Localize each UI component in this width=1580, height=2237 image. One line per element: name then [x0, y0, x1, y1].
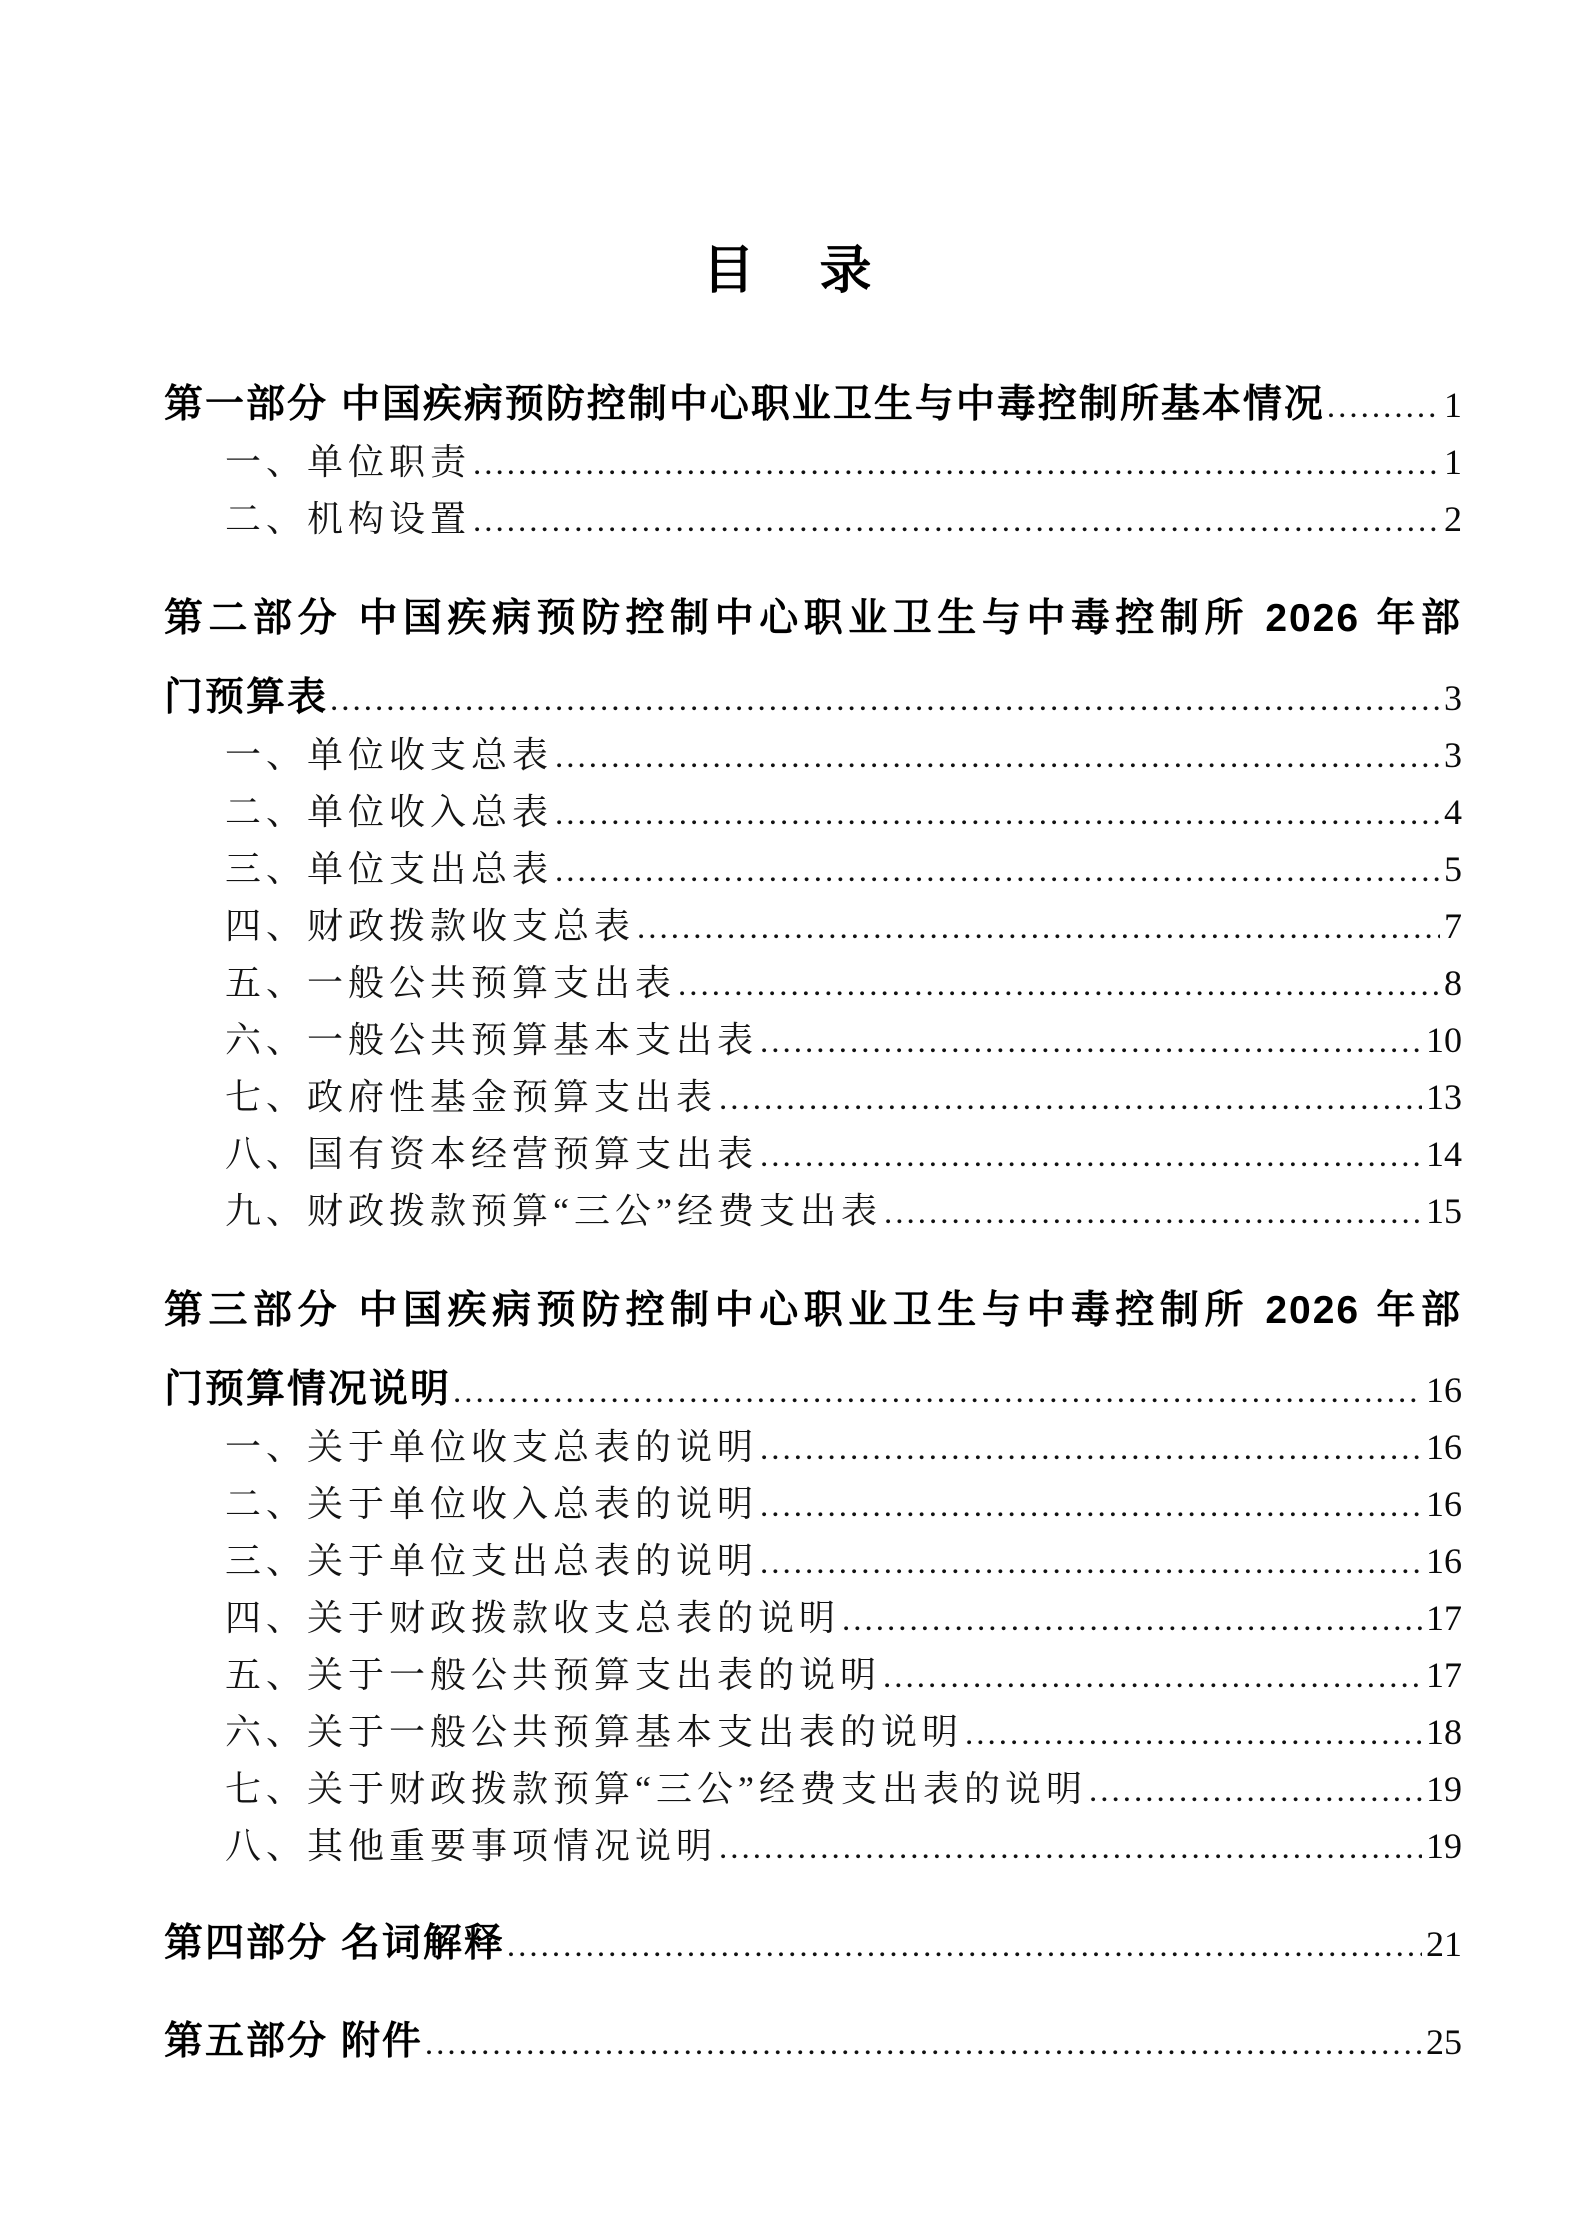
toc-entry-label: 二、单位收入总表: [225, 792, 554, 832]
dot-leader: [760, 1013, 1422, 1070]
toc-entry-label-line2: 门预算表: [164, 676, 329, 719]
toc-entry-label: 七、政府性基金预算支出表: [225, 1077, 718, 1117]
toc-item-entry: [164, 1705, 1462, 1762]
toc-entry-label: 二、机构设置: [225, 499, 472, 539]
toc-page-number: 19: [1426, 1769, 1462, 1809]
toc-entry-label: 五、关于一般公共预算支出表的说明: [225, 1655, 882, 1695]
dot-leader: [965, 1705, 1422, 1762]
toc-page-number: 10: [1426, 1020, 1462, 1060]
toc-entry-continuation: [164, 670, 1462, 728]
dot-leader: [884, 1184, 1422, 1241]
toc-page-number: 18: [1426, 1712, 1462, 1752]
toc-entry-label: 六、关于一般公共预算基本支出表的说明: [225, 1712, 964, 1752]
toc-entry-label-line1: 第二部分 中国疾病预防控制中心职业卫生与中毒控制所 2026 年部: [164, 597, 1462, 640]
toc-item-entry: [164, 1070, 1462, 1127]
toc-entry-label: 六、一般公共预算基本支出表: [225, 1020, 759, 1060]
toc-item-entry: [164, 1420, 1462, 1477]
dot-leader: [883, 1648, 1422, 1705]
dot-leader: [760, 1420, 1422, 1477]
toc-page-number: 17: [1426, 1598, 1462, 1638]
toc-entry-label: 一、单位收支总表: [225, 735, 554, 775]
dot-leader: [330, 670, 1440, 728]
toc-entry-label: 第五部分 附件: [164, 2020, 423, 2063]
dot-leader: [842, 1591, 1422, 1648]
toc-entry-label: 三、关于单位支出总表的说明: [225, 1541, 759, 1581]
toc-page-number: 17: [1426, 1655, 1462, 1695]
dot-leader: [1327, 377, 1440, 435]
toc-page-number: 1: [1444, 442, 1462, 482]
toc-page-number: 3: [1444, 735, 1462, 775]
toc-entry-label: 九、财政拨款预算“三公”经费支出表: [225, 1191, 882, 1231]
toc-part-entry: [164, 1281, 1462, 1420]
toc-entry-label: 四、关于财政拨款收支总表的说明: [225, 1598, 841, 1638]
toc-entry-label: 三、单位支出总表: [225, 849, 554, 889]
toc-item-entry: [164, 842, 1462, 899]
dot-leader: [719, 1070, 1422, 1127]
toc-list: [0, 377, 1580, 2072]
dot-leader: [760, 1534, 1422, 1591]
toc-page-number: 14: [1426, 1134, 1462, 1174]
toc-page-number: 4: [1444, 792, 1462, 832]
toc-item-entry: [164, 1819, 1462, 1876]
toc-entry-label: 一、单位职责: [225, 442, 472, 482]
toc-part-entry: [164, 589, 1462, 728]
toc-part-entry: [164, 1916, 1462, 1974]
toc-page-number: 16: [1426, 1427, 1462, 1467]
dot-leader: [1089, 1762, 1422, 1819]
toc-item-entry: [164, 1127, 1462, 1184]
toc-entry-label-line1: 第三部分 中国疾病预防控制中心职业卫生与中毒控制所 2026 年部: [164, 1289, 1462, 1332]
toc-page-number: 15: [1426, 1191, 1462, 1231]
toc-item-entry: [164, 1648, 1462, 1705]
toc-entry-label-line2: 门预算情况说明: [164, 1368, 452, 1411]
dot-leader: [555, 785, 1440, 842]
toc-item-entry: [164, 435, 1462, 492]
toc-item-entry: [164, 899, 1462, 956]
toc-page-number: 25: [1426, 2022, 1462, 2062]
toc-entry-label: 第四部分 名词解释: [164, 1922, 505, 1965]
dot-leader: [425, 2014, 1422, 2072]
toc-page-number: 2: [1444, 499, 1462, 539]
toc-page-number: 16: [1426, 1541, 1462, 1581]
toc-item-entry: [164, 1534, 1462, 1591]
toc-entry-continuation: [164, 1362, 1462, 1420]
toc-entry-label: 八、其他重要事项情况说明: [225, 1826, 718, 1866]
dot-leader: [473, 492, 1440, 549]
dot-leader: [507, 1916, 1422, 1974]
toc-item-entry: [164, 1013, 1462, 1070]
toc-page-number: 1: [1444, 385, 1462, 425]
toc-page-number: 8: [1444, 963, 1462, 1003]
dot-leader: [760, 1127, 1422, 1184]
toc-entry-label: 八、国有资本经营预算支出表: [225, 1134, 759, 1174]
dot-leader: [453, 1362, 1422, 1420]
toc-item-entry: [164, 492, 1462, 549]
dot-leader: [719, 1819, 1422, 1876]
dot-leader: [555, 728, 1440, 785]
toc-page-number: 3: [1444, 678, 1462, 718]
toc-item-entry: [164, 1762, 1462, 1819]
toc-page-number: 7: [1444, 906, 1462, 946]
toc-page-number: 16: [1426, 1484, 1462, 1524]
toc-item-entry: [164, 785, 1462, 842]
document-title: 目 录: [702, 243, 878, 300]
toc-page-number: 5: [1444, 849, 1462, 889]
dot-leader: [637, 899, 1440, 956]
toc-item-entry: [164, 956, 1462, 1013]
toc-entry-label: 二、关于单位收入总表的说明: [225, 1484, 759, 1524]
toc-page-number: 19: [1426, 1826, 1462, 1866]
toc-item-entry: [164, 1184, 1462, 1241]
toc-entry-label: 四、财政拨款收支总表: [225, 906, 636, 946]
toc-page-number: 21: [1426, 1924, 1462, 1964]
dot-leader: [760, 1477, 1422, 1534]
toc-page-number: 13: [1426, 1077, 1462, 1117]
toc-item-entry: [164, 1591, 1462, 1648]
dot-leader: [555, 842, 1440, 899]
toc-item-entry: [164, 1477, 1462, 1534]
toc-entry-label: 一、关于单位收支总表的说明: [225, 1427, 759, 1467]
dot-leader: [473, 435, 1440, 492]
toc-entry-label: 五、一般公共预算支出表: [225, 963, 677, 1003]
toc-part-entry: [164, 377, 1462, 435]
toc-entry-label: 第一部分 中国疾病预防控制中心职业卫生与中毒控制所基本情况: [164, 383, 1325, 426]
toc-entry-label: 七、关于财政拨款预算“三公”经费支出表的说明: [225, 1769, 1087, 1809]
toc-page-number: 16: [1426, 1370, 1462, 1410]
dot-leader: [678, 956, 1440, 1013]
toc-part-entry: [164, 2014, 1462, 2072]
toc-item-entry: [164, 728, 1462, 785]
